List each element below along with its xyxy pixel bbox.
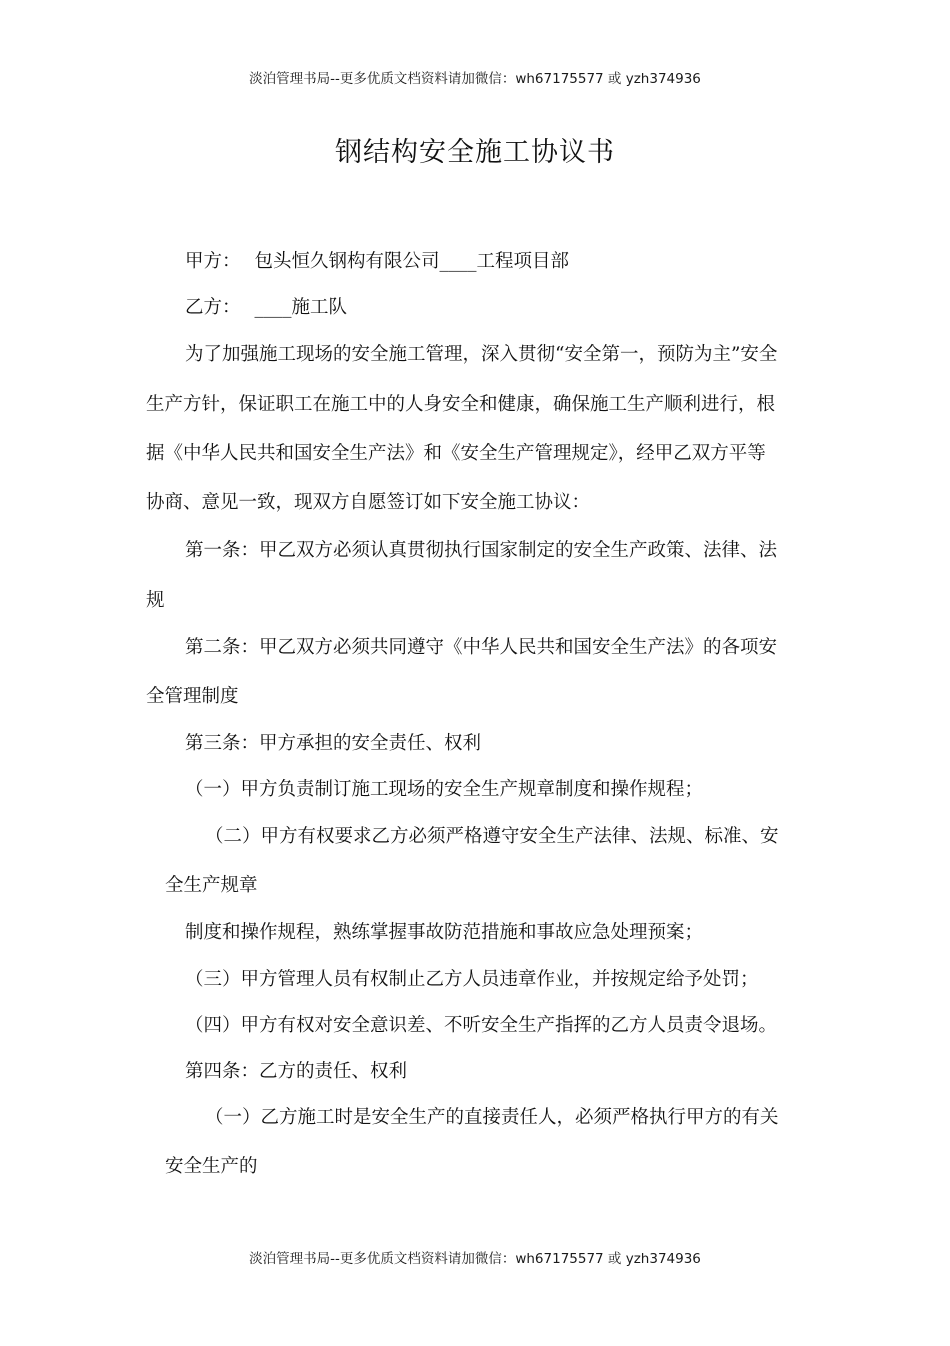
paragraph-line: 协商、意见一致，现双方自愿签订如下安全施工协议： bbox=[146, 492, 591, 513]
paragraph-line: 据《中华人民共和国安全生产法》和《安全生产管理规定》，经甲乙双方平等 bbox=[146, 443, 766, 464]
party-a-label: 甲方： bbox=[185, 251, 241, 272]
article-3-heading: 第三条：甲方承担的安全责任、权利 bbox=[185, 733, 482, 754]
party-a-line bbox=[185, 250, 569, 274]
article-3-item: 制度和操作规程，熟练掌握事故防范措施和事故应急处理预案； bbox=[185, 922, 704, 943]
party-b-line bbox=[185, 296, 347, 320]
document-title: 钢结构安全施工协议书 bbox=[335, 137, 615, 168]
paragraph-line: 为了加强施工现场的安全施工管理，深入贯彻“安全第一，预防为主”安全 bbox=[185, 344, 778, 365]
party-b-blank: ____ bbox=[254, 297, 292, 318]
article-4-item: 安全生产的 bbox=[165, 1156, 258, 1177]
article-4-item: （一）乙方施工时是安全生产的直接责任人，必须严格执行甲方的有关 bbox=[205, 1107, 779, 1128]
paragraph-line: 生产方针，保证职工在施工中的人身安全和健康，确保施工生产顺利进行，根 bbox=[146, 394, 776, 415]
page-header: 淡泊管理书局--更多优质文档资料请加微信：wh67175577 或 yzh374936 bbox=[249, 71, 701, 87]
article-3-item: （三）甲方管理人员有权制止乙方人员违章作业，并按规定给予处罚； bbox=[185, 969, 759, 990]
article-4-heading: 第四条：乙方的责任、权利 bbox=[185, 1061, 408, 1082]
article-3-item: （二）甲方有权要求乙方必须严格遵守安全生产法律、法规、标准、安 bbox=[205, 826, 779, 847]
page-footer: 淡泊管理书局--更多优质文档资料请加微信：wh67175577 或 yzh374936 bbox=[249, 1251, 701, 1267]
party-b-suffix: 施工队 bbox=[291, 297, 348, 318]
article-3-item: （一）甲方负责制订施工现场的安全生产规章制度和操作规程； bbox=[185, 779, 704, 800]
article-3-item: （四）甲方有权对安全意识差、不听安全生产指挥的乙方人员责令退场。 bbox=[185, 1015, 778, 1036]
article-2-line: 全管理制度 bbox=[146, 686, 239, 707]
article-1-line: 第一条：甲乙双方必须认真贯彻执行国家制定的安全生产政策、法律、法 bbox=[185, 540, 778, 561]
article-1-line: 规 bbox=[146, 590, 165, 611]
party-a-suffix: 工程项目部 bbox=[476, 251, 570, 272]
party-b-label: 乙方： bbox=[185, 297, 241, 318]
article-2-line: 第二条：甲乙双方必须共同遵守《中华人民共和国安全生产法》的各项安 bbox=[185, 637, 778, 658]
party-a-company: 包头恒久钢构有限公司 bbox=[254, 251, 440, 272]
party-a-blank: ____ bbox=[439, 251, 477, 272]
article-3-item: 全生产规章 bbox=[165, 875, 258, 896]
